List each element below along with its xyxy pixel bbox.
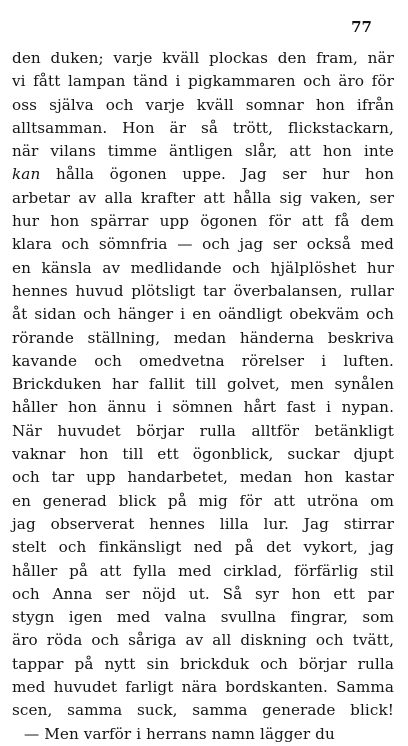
text-line: Brickduken har fallit till golvet, men synålen — [12, 375, 394, 394]
text-line: oss själva och varje kväll somnar hon ifrån — [12, 95, 394, 114]
page-text — [12, 47, 394, 746]
text-line: När huvudet börjar rulla alltför betänkligt — [12, 421, 394, 440]
text-line: åt sidan och hänger i en oändligt obekväm och — [12, 305, 394, 324]
text-line: och Anna ser nöjd ut. Så syr hon ett par — [12, 584, 394, 603]
text-line: en känsla av medlidande och hjälplöshet hur — [12, 258, 394, 277]
text-line: vaknar hon till ett ögonblick, suckar djupt — [12, 445, 394, 464]
text-line: äro röda och såriga av all diskning och tvätt, — [12, 631, 394, 650]
text-line: med huvudet farligt nära bordskanten. Samma — [12, 678, 394, 697]
text-line: och tar upp handarbetet, medan hon kastar — [12, 468, 394, 487]
text-line: kavande och omedvetna rörelser i luften. — [12, 351, 394, 370]
text-line: en generad blick på mig för att utröna om — [12, 491, 394, 510]
text-line: stygn igen med valna svullna fingrar, som — [12, 608, 394, 627]
text-line: när vilans timme äntligen slår, att hon inte — [12, 142, 394, 161]
text-line-last: — Men varför i herrans namn lägger du — [24, 724, 335, 743]
text-line-with-italic — [12, 163, 394, 186]
text-line: stelt och finkänsligt ned på det vykort, jag — [12, 538, 394, 557]
text-line: hur hon spärrar upp ögonen för att få dem — [12, 212, 394, 231]
text-line: alltsamman. Hon är så trött, flickstackarn, — [12, 118, 394, 137]
text-line: hennes huvud plötsligt tar överbalansen, rullar — [12, 281, 394, 300]
text-line: klara och sömnfria — och jag ser också med — [12, 235, 394, 254]
text-line: scen, samma suck, samma generade blick! — [12, 701, 394, 720]
text-line: tappar på nytt sin brickduk och börjar rulla — [12, 654, 394, 673]
text-line: jag observerat hennes lilla lur. Jag stirrar — [12, 514, 394, 533]
text-line-rest: hålla ögonen uppe. Jag ser hur hon — [55, 165, 394, 184]
text-line: håller på att fylla med cirklad, förfärlig stil — [12, 561, 394, 580]
text-line: rörande ställning, medan händerna beskriva — [12, 328, 394, 347]
text-line: arbetar av alla krafter att hålla sig vaken, ser — [12, 188, 394, 207]
text-line: vi fått lampan tänd i pigkammaren och äro för — [12, 72, 394, 91]
page-number: 77 — [351, 18, 372, 36]
italic-word: kan — [12, 165, 41, 184]
text-line: den duken; varje kväll plockas den fram, när — [12, 49, 394, 67]
text-line: håller hon ännu i sömnen hårt fast i nypan. — [12, 398, 394, 417]
